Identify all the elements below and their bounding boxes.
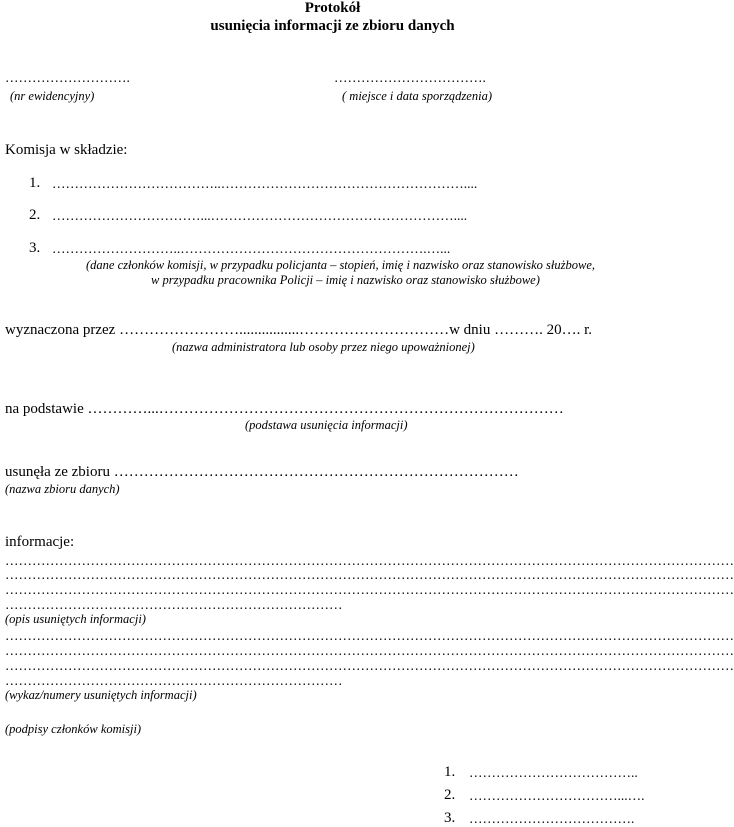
removed-from-line[interactable]: usunęła ze zbioru ……………………………………………………………………… [5, 464, 519, 480]
info-desc-line[interactable]: ……………………………………………………………………………………………………………………………………………… [5, 582, 734, 597]
info-desc-line[interactable]: ……………………………………………………………………………………………………………………………………………… [5, 567, 734, 582]
removed-from-note: (nazwa zbioru danych) [5, 482, 120, 496]
signature-field-3[interactable]: ………………………………. [469, 811, 635, 826]
basis-line[interactable]: na podstawie …………...……………………………………………………………………… [5, 401, 564, 417]
place-date-field[interactable]: ……………………………. [334, 70, 486, 85]
record-number-field[interactable]: ………………………. [5, 70, 130, 85]
place-date-label: ( miejsce i data sporządzenia) [342, 89, 492, 103]
appointed-by-note: (nazwa administratora lub osoby przez niego upoważnionej) [172, 340, 475, 354]
commission-note-line2: w przypadku pracownika Policji – imię i nazwisko oraz stanowisko służbowe) [151, 273, 540, 287]
member-number: 2. [29, 207, 41, 223]
info-list-note: (wykaz/numery usuniętych informacji) [5, 688, 197, 702]
document-title: Protokół [304, 0, 361, 16]
basis-note: (podstawa usunięcia informacji) [245, 418, 408, 432]
commission-heading: Komisja w składzie: [5, 142, 128, 158]
record-number-label: (nr ewidencyjny) [10, 89, 95, 103]
info-desc-note: (opis usuniętych informacji) [5, 612, 146, 626]
info-list-line[interactable]: ……………………………………………………………………………………………………………………………………………… [5, 658, 734, 673]
signature-number: 1. [444, 764, 456, 780]
member-field-2[interactable]: ……………………………...……………………………………………….... [52, 208, 468, 223]
info-desc-line[interactable]: ……………………………………………………………………………………………………………………………………………… [5, 553, 734, 568]
commission-note-line1: (dane członków komisji, w przypadku policjanta – stopień, imię i nazwisko oraz stanowisko służbowe, [86, 258, 596, 272]
signature-field-2[interactable]: ……………………………...…. [469, 788, 645, 803]
member-field-3[interactable]: ………………………..……………………………………………….…... [52, 241, 451, 256]
document-subtitle: usunięcia informacji ze zbioru danych [210, 18, 455, 34]
appointed-by-line[interactable]: wyznaczona przez ……………………................…………………………w dniu ………. 20…. r. [5, 322, 593, 338]
info-list-line[interactable]: ……………………………………………………………………………………………………………………………………………… [5, 643, 734, 658]
information-heading: informacje: [5, 534, 75, 550]
signature-number: 2. [444, 787, 456, 803]
signature-number: 3. [444, 810, 456, 826]
member-number: 1. [29, 175, 41, 191]
member-number: 3. [29, 240, 41, 256]
info-list-line[interactable]: ………………………………………………………………… [5, 673, 343, 688]
info-list-line[interactable]: ……………………………………………………………………………………………………………………………………………… [5, 628, 734, 643]
signatures-note: (podpisy członków komisji) [5, 722, 142, 736]
signature-field-1[interactable]: ……………………………….. [469, 765, 638, 780]
info-desc-line[interactable]: ………………………………………………………………… [5, 597, 343, 612]
member-field-1[interactable]: ………………………………..……………………………………………….... [52, 176, 478, 191]
